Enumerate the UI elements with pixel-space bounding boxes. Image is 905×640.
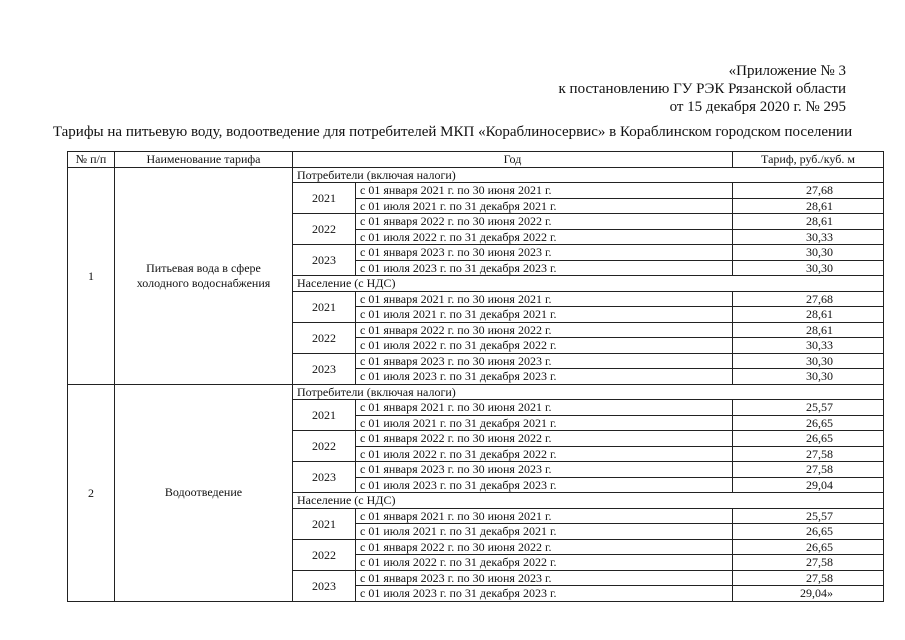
period-cell: с 01 июля 2023 г. по 31 декабря 2023 г. xyxy=(356,369,733,385)
period-cell: с 01 января 2021 г. по 30 июня 2021 г. xyxy=(356,400,733,416)
tariff-value-cell: 27,68 xyxy=(733,183,884,199)
period-cell: с 01 января 2023 г. по 30 июня 2023 г. xyxy=(356,353,733,369)
header-tariff-name: Наименование тарифа xyxy=(115,152,293,168)
year-cell: 2022 xyxy=(293,322,356,353)
tariff-value-cell: 30,30 xyxy=(733,369,884,385)
tariff-value-cell: 27,58 xyxy=(733,446,884,462)
period-cell: с 01 июля 2021 г. по 31 декабря 2021 г. xyxy=(356,307,733,323)
tariff-value-cell: 25,57 xyxy=(733,400,884,416)
tariff-value-cell: 27,68 xyxy=(733,291,884,307)
period-cell: с 01 января 2021 г. по 30 июня 2021 г. xyxy=(356,291,733,307)
document-title: Тарифы на питьевую воду, водоотведение для потребителей МКП «Кораблиносервис» в Кораблинском городском поселении xyxy=(52,124,853,140)
year-cell: 2023 xyxy=(293,570,356,601)
period-cell: с 01 января 2022 г. по 30 июня 2022 г. xyxy=(356,214,733,230)
appendix-line-1: «Приложение № 3 xyxy=(728,63,846,79)
tariff-value-cell: 29,04 xyxy=(733,477,884,493)
year-cell: 2023 xyxy=(293,462,356,493)
period-cell: с 01 июля 2022 г. по 31 декабря 2022 г. xyxy=(356,446,733,462)
tariff-value-cell: 30,33 xyxy=(733,229,884,245)
year-cell: 2022 xyxy=(293,539,356,570)
header-number: № п/п xyxy=(68,152,115,168)
tariff-value-cell: 25,57 xyxy=(733,508,884,524)
period-cell: с 01 июля 2023 г. по 31 декабря 2023 г. xyxy=(356,477,733,493)
period-cell: с 01 июля 2023 г. по 31 декабря 2023 г. xyxy=(356,260,733,276)
period-cell: с 01 июля 2022 г. по 31 декабря 2022 г. xyxy=(356,338,733,354)
tariff-value-cell: 26,65 xyxy=(733,431,884,447)
tariff-value-cell: 26,65 xyxy=(733,539,884,555)
tariff-value-cell: 26,65 xyxy=(733,524,884,540)
tariff-table xyxy=(67,151,884,602)
appendix-line-2: к постановлению ГУ РЭК Рязанской области xyxy=(558,81,846,97)
year-cell: 2021 xyxy=(293,400,356,431)
table-body xyxy=(68,167,884,601)
tariff-value-cell: 30,30 xyxy=(733,353,884,369)
year-cell: 2023 xyxy=(293,353,356,384)
tariff-value-cell: 28,61 xyxy=(733,307,884,323)
period-cell: с 01 января 2021 г. по 30 июня 2021 г. xyxy=(356,183,733,199)
group-row xyxy=(68,384,884,400)
tariff-value-cell: 28,61 xyxy=(733,198,884,214)
section-tariff-name: Водоотведение xyxy=(115,384,293,601)
header-year: Год xyxy=(293,152,733,168)
tariff-value-cell: 30,30 xyxy=(733,260,884,276)
period-cell: с 01 января 2023 г. по 30 июня 2023 г. xyxy=(356,570,733,586)
section-number: 1 xyxy=(68,167,115,384)
consumer-group-label: Население (с НДС) xyxy=(293,276,884,292)
period-cell: с 01 июля 2021 г. по 31 декабря 2021 г. xyxy=(356,198,733,214)
tariff-value-cell: 27,58 xyxy=(733,462,884,478)
tariff-value-cell: 30,30 xyxy=(733,245,884,261)
section-tariff-name: Питьевая вода в сфере холодного водоснабжения xyxy=(115,167,293,384)
tariff-value-cell: 26,65 xyxy=(733,415,884,431)
period-cell: с 01 июля 2023 г. по 31 декабря 2023 г. xyxy=(356,586,733,602)
appendix-line-3: от 15 декабря 2020 г. № 295 xyxy=(669,99,846,115)
consumer-group-label: Потребители (включая налоги) xyxy=(293,167,884,183)
year-cell: 2021 xyxy=(293,183,356,214)
period-cell: с 01 июля 2021 г. по 31 декабря 2021 г. xyxy=(356,524,733,540)
period-cell: с 01 января 2022 г. по 30 июня 2022 г. xyxy=(356,322,733,338)
table-header-row xyxy=(68,152,884,168)
period-cell: с 01 января 2022 г. по 30 июня 2022 г. xyxy=(356,431,733,447)
period-cell: с 01 января 2023 г. по 30 июня 2023 г. xyxy=(356,245,733,261)
tariff-value-cell: 28,61 xyxy=(733,322,884,338)
year-cell: 2023 xyxy=(293,245,356,276)
year-cell: 2022 xyxy=(293,431,356,462)
year-cell: 2022 xyxy=(293,214,356,245)
tariff-value-cell: 27,58 xyxy=(733,555,884,571)
tariff-value-cell: 28,61 xyxy=(733,214,884,230)
section-number: 2 xyxy=(68,384,115,601)
period-cell: с 01 июля 2022 г. по 31 декабря 2022 г. xyxy=(356,555,733,571)
period-cell: с 01 января 2021 г. по 30 июня 2021 г. xyxy=(356,508,733,524)
period-cell: с 01 января 2023 г. по 30 июня 2023 г. xyxy=(356,462,733,478)
tariff-value-cell: 29,04» xyxy=(733,586,884,602)
group-row xyxy=(68,167,884,183)
tariff-value-cell: 27,58 xyxy=(733,570,884,586)
header-tariff-value: Тариф, руб./куб. м xyxy=(733,152,884,168)
period-cell: с 01 июля 2022 г. по 31 декабря 2022 г. xyxy=(356,229,733,245)
year-cell: 2021 xyxy=(293,508,356,539)
period-cell: с 01 января 2022 г. по 30 июня 2022 г. xyxy=(356,539,733,555)
consumer-group-label: Потребители (включая налоги) xyxy=(293,384,884,400)
consumer-group-label: Население (с НДС) xyxy=(293,493,884,509)
year-cell: 2021 xyxy=(293,291,356,322)
appendix-header xyxy=(559,62,846,116)
tariff-value-cell: 30,33 xyxy=(733,338,884,354)
period-cell: с 01 июля 2021 г. по 31 декабря 2021 г. xyxy=(356,415,733,431)
